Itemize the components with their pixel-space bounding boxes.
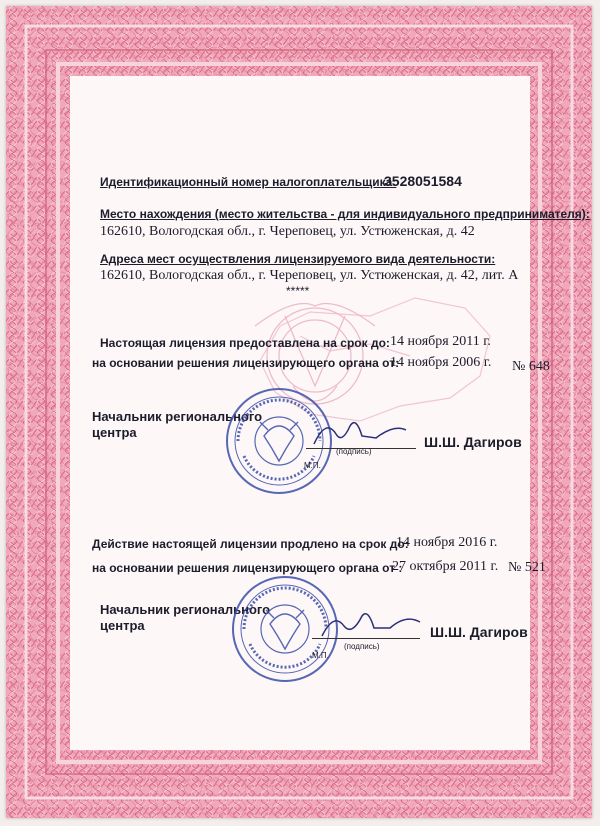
- signatory-title-line1: Начальник регионального: [92, 409, 263, 424]
- license-basis-label: на основании решения лицензирующего органа от:: [92, 356, 400, 370]
- inn-label: Идентификационный номер налогоплательщика:: [100, 175, 397, 189]
- signatory2-title-line1: Начальник регионального: [100, 602, 271, 617]
- signatory-name-1: Ш.Ш. Дагиров: [424, 434, 522, 450]
- signatory-title-line2: центра: [92, 425, 137, 440]
- separator-stars: *****: [286, 284, 310, 298]
- location-value: 162610, Вологодская обл., г. Череповец, ул. Устюженская, д. 42: [100, 224, 475, 239]
- signatory2-title-line2: центра: [100, 618, 145, 633]
- license-term-value: 14 ноября 2011 г.: [390, 334, 491, 349]
- signature-caption-2: (подпись): [344, 642, 380, 651]
- activity-address-label: Адреса мест осуществления лицензируемого вида деятельности:: [100, 252, 496, 266]
- license-basis-number: № 648: [512, 359, 550, 374]
- signature-line-2: [312, 638, 420, 639]
- mp-mark-1: М.П.: [304, 461, 321, 470]
- license-sheet: [6, 6, 592, 818]
- mp-mark-2: М.П.: [312, 651, 329, 660]
- extension-basis-number: № 521: [508, 560, 546, 575]
- signatory-name-2: Ш.Ш. Дагиров: [430, 624, 528, 640]
- extension-term-label: Действие настоящей лицензии продлено на срок до:: [92, 537, 409, 551]
- handwritten-signature-1: [306, 414, 416, 450]
- location-label: Место нахождения (место жительства - для индивидуального предпринимателя):: [100, 207, 590, 221]
- handwritten-signature-2: [316, 606, 426, 642]
- inn-value: 3528051584: [384, 173, 462, 189]
- extension-basis-date: 27 октября 2011 г.: [392, 559, 499, 574]
- activity-address-value: 162610, Вологодская обл., г. Череповец, ул. Устюженская, д. 42, лит. А: [100, 268, 519, 283]
- extension-basis-label: на основании решения лицензирующего органа от :: [92, 561, 403, 575]
- extension-term-value: 14 ноября 2016 г.: [396, 535, 498, 550]
- license-basis-date: 14 ноября 2006 г.: [390, 355, 492, 370]
- license-term-label: Настоящая лицензия предоставлена на срок до:: [100, 336, 390, 350]
- signature-caption-1: (подпись): [336, 447, 372, 456]
